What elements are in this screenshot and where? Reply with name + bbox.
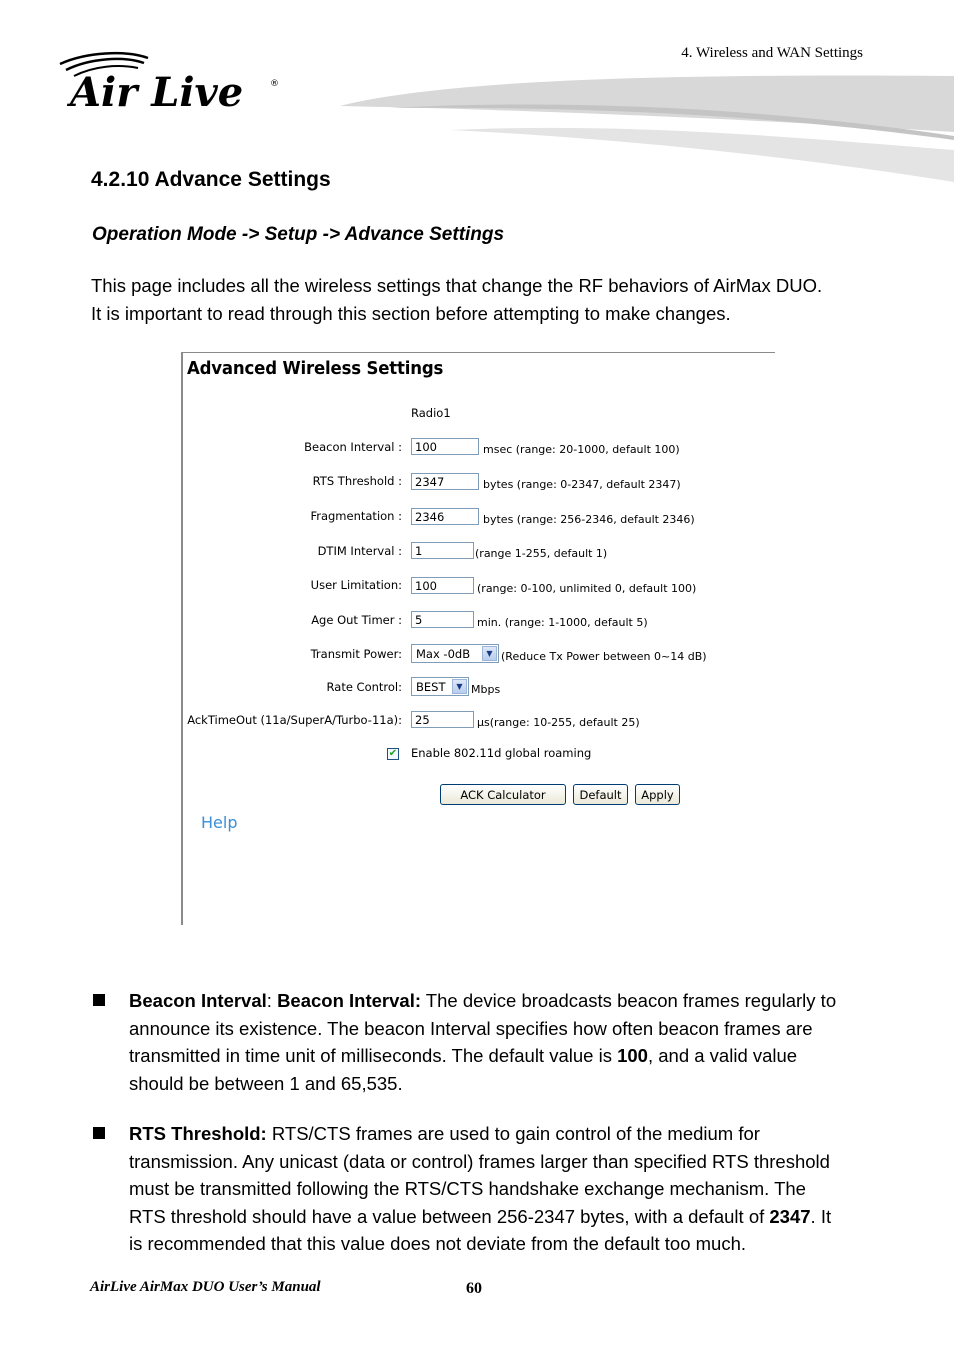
rate-control-label: Rate Control: [326, 680, 402, 694]
transmit-power-value: Max -0dB [416, 646, 471, 661]
page-number: 60 [466, 1280, 482, 1297]
ack-calculator-button[interactable]: ACK Calculator [440, 784, 566, 805]
paragraph-line: transmission. Any unicast (data or control) frames larger than specified RTS threshold [129, 1150, 830, 1172]
user-limitation-input[interactable]: 100 [411, 577, 474, 594]
intro-text [91, 272, 881, 328]
intro-line: This page includes all the wireless settings that change the RF behaviors of AirMax DUO. [91, 275, 823, 296]
roaming-checkbox[interactable] [387, 748, 399, 760]
apply-button[interactable]: Apply [635, 784, 680, 805]
chevron-down-icon[interactable]: ▼ [452, 679, 467, 694]
paragraph-line: is recommended that this value does not deviate from the default too much. [129, 1233, 747, 1255]
paragraph-line: RTS threshold should have a value between 256-2347 bytes, with a default of 2347. It [129, 1205, 832, 1227]
transmit-power-label: Transmit Power: [310, 647, 402, 661]
header-swoosh-graphic [330, 70, 954, 195]
bullet-icon [93, 994, 105, 1006]
svg-text:Air Live: Air Live [70, 69, 244, 112]
paragraph-line: announce its existence. The beacon Interval specifies how often beacon frames are [129, 1017, 813, 1039]
age-out-timer-hint: min. (range: 1-1000, default 5) [477, 616, 648, 629]
rate-control-select[interactable] [411, 677, 469, 696]
rate-control-value: BEST [416, 679, 446, 694]
transmit-power-hint: (Reduce Tx Power between 0~14 dB) [501, 650, 707, 663]
bullet-paragraph-rts-threshold [129, 1120, 874, 1258]
ack-timeout-input[interactable]: 25 [411, 711, 474, 728]
bullet-paragraph-beacon-interval [129, 987, 874, 1097]
section-title: 4.2.10 Advance Settings [91, 168, 331, 191]
footer-manual-title: AirLive AirMax DUO User’s Manual [90, 1279, 321, 1295]
ack-timeout-label: AckTimeOut (11a/SuperA/Turbo-11a): [187, 713, 402, 727]
transmit-power-select[interactable] [411, 644, 499, 663]
dtim-interval-hint: (range 1-255, default 1) [475, 547, 608, 560]
rate-control-hint: Mbps [471, 683, 501, 696]
fragmentation-label: Fragmentation : [310, 509, 402, 523]
bullet-icon [93, 1127, 105, 1139]
help-link[interactable]: Help [201, 813, 238, 832]
user-limitation-label: User Limitation: [310, 578, 402, 592]
ack-timeout-hint: µs(range: 10-255, default 25) [477, 716, 640, 729]
paragraph-line: Beacon Interval: Beacon Interval: The device broadcasts beacon frames regularly to [129, 990, 837, 1011]
roaming-label: Enable 802.11d global roaming [411, 746, 592, 760]
chevron-down-icon[interactable]: ▼ [482, 646, 497, 661]
rts-threshold-hint: bytes (range: 0-2347, default 2347) [483, 478, 681, 491]
rts-threshold-input[interactable]: 2347 [411, 473, 479, 490]
dtim-interval-label: DTIM Interval : [317, 544, 402, 558]
airlive-logo [56, 48, 281, 112]
dtim-interval-input[interactable]: 1 [411, 542, 474, 559]
age-out-timer-input[interactable]: 5 [411, 611, 474, 628]
chapter-header: 4. Wireless and WAN Settings [681, 45, 863, 61]
beacon-interval-input[interactable]: 100 [411, 438, 479, 455]
radio-label: Radio1 [411, 406, 451, 420]
beacon-interval-label: Beacon Interval : [304, 440, 402, 454]
fragmentation-input[interactable]: 2346 [411, 508, 479, 525]
paragraph-line: transmitted in time unit of milliseconds. The default value is 100, and a valid value [129, 1045, 798, 1067]
age-out-timer-label: Age Out Timer : [311, 613, 402, 627]
beacon-interval-hint: msec (range: 20-1000, default 100) [483, 443, 680, 456]
advanced-wireless-settings-panel [181, 352, 775, 925]
fragmentation-hint: bytes (range: 256-2346, default 2346) [483, 513, 695, 526]
paragraph-line: RTS Threshold: RTS/CTS frames are used to gain control of the medium for [129, 1123, 760, 1144]
paragraph-line: should be between 1 and 65,535. [129, 1072, 403, 1094]
checkmark-icon: ✔ [388, 748, 398, 759]
svg-text:®: ® [270, 79, 279, 89]
panel-title: Advanced Wireless Settings [187, 358, 444, 379]
intro-line: It is important to read through this section before attempting to make changes. [91, 303, 731, 324]
user-limitation-hint: (range: 0-100, unlimited 0, default 100) [477, 582, 697, 595]
rts-threshold-label: RTS Threshold : [312, 474, 402, 488]
paragraph-line: must be transmitted following the RTS/CTS handshake exchange mechanism. The [129, 1178, 806, 1200]
default-button[interactable]: Default [573, 784, 628, 805]
breadcrumb: Operation Mode -> Setup -> Advance Settings [92, 224, 505, 245]
